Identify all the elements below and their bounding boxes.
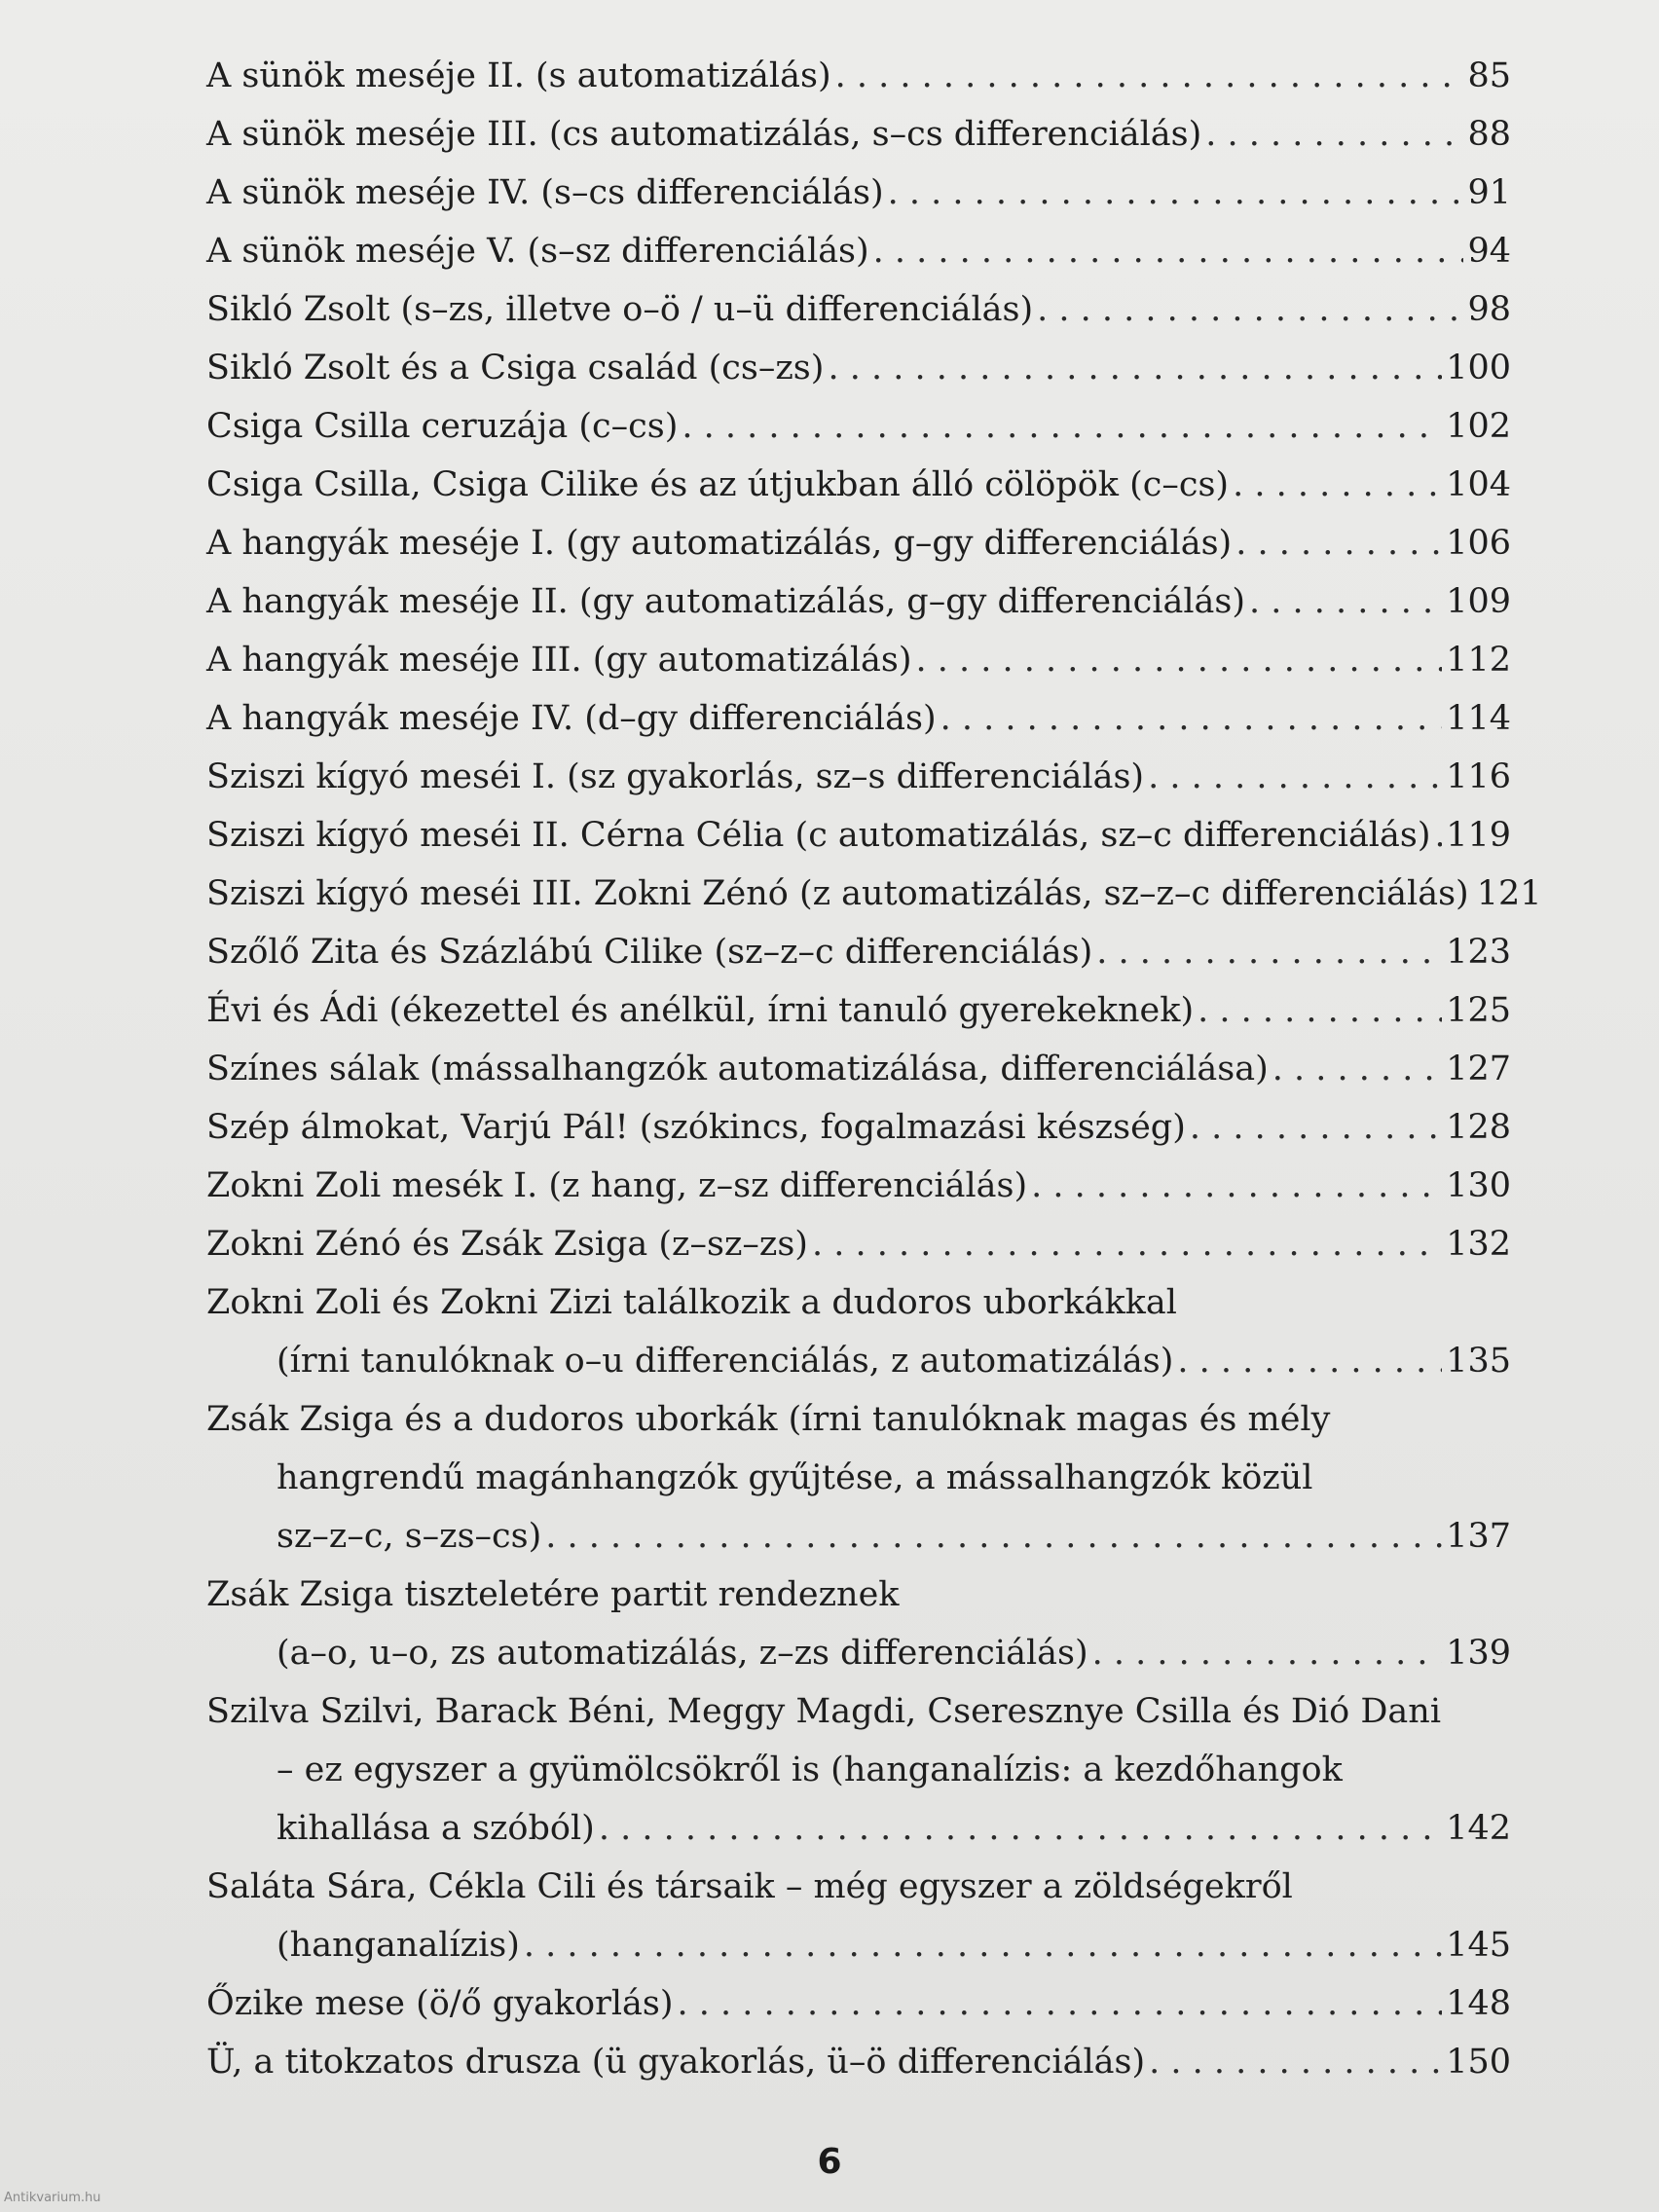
toc-line [206, 47, 1511, 105]
toc-page-number: 106 [1446, 524, 1511, 563]
toc-entry-title: (a–o, u–o, zs automatizálás, z–zs differenciálás) [276, 1634, 1088, 1673]
toc-page-number: 123 [1446, 933, 1511, 972]
toc-entry-title: Szőlő Zita és Százlábú Cilike (sz–z–c differenciálás) [206, 933, 1093, 972]
dot-leader [599, 1799, 1442, 1858]
dot-leader [828, 339, 1442, 397]
toc-page-number: 100 [1446, 349, 1511, 387]
toc-line [206, 1390, 1511, 1449]
toc-entry [206, 1040, 1511, 1098]
dot-leader [1198, 981, 1442, 1040]
toc-line [206, 572, 1511, 631]
toc-line [206, 280, 1511, 339]
toc-line [206, 456, 1511, 514]
toc-entry-title: Szilva Szilvi, Barack Béni, Meggy Magdi, Cseresznye Csilla és Dió Dani [206, 1692, 1442, 1731]
toc-entry-title: Zokni Zoli és Zokni Zizi találkozik a dudoros uborkákkal [206, 1283, 1177, 1322]
toc-line [206, 1741, 1511, 1799]
toc-line [206, 865, 1542, 923]
toc-line [206, 981, 1511, 1040]
dot-leader [1249, 572, 1442, 631]
toc-entry [206, 1858, 1511, 1974]
dot-leader [1235, 514, 1442, 572]
toc-page-number: 112 [1446, 641, 1511, 680]
toc-page-number: 127 [1446, 1050, 1511, 1088]
toc-line [206, 1682, 1511, 1741]
dot-leader [1233, 456, 1442, 514]
toc-page-number: 128 [1446, 1108, 1511, 1147]
toc-line [206, 1157, 1511, 1215]
toc-entry [206, 222, 1511, 280]
dot-leader [682, 397, 1442, 456]
toc-line [206, 397, 1511, 456]
toc-entry-title: Évi és Ádi (ékezettel és anélkül, írni tanuló gyerekeknek) [206, 991, 1195, 1030]
toc-entry-title: A sünök meséje III. (cs automatizálás, s–cs differenciálás) [206, 115, 1202, 154]
dot-leader [1190, 1098, 1442, 1157]
toc-page-number: 98 [1467, 290, 1511, 329]
dot-leader [812, 1215, 1442, 1273]
toc-line [206, 1040, 1511, 1098]
toc-entry [206, 1157, 1511, 1215]
toc-entry [206, 1273, 1511, 1390]
toc-entry-title: Ü, a titokzatos drusza (ü gyakorlás, ü–ö differenciálás) [206, 2043, 1146, 2082]
toc-page-number: 148 [1446, 1984, 1511, 2023]
toc-entry [206, 164, 1511, 222]
toc-entry [206, 981, 1511, 1040]
toc-entry [206, 397, 1511, 456]
toc-line [206, 631, 1511, 689]
toc-line [206, 923, 1511, 981]
toc-entry-title: sz–z–c, s–zs–cs) [276, 1517, 542, 1556]
toc-line [206, 164, 1511, 222]
toc-line [206, 1449, 1511, 1507]
toc-page-number: 102 [1446, 407, 1511, 446]
dot-leader [545, 1507, 1442, 1566]
toc-line [206, 748, 1511, 806]
toc-entry [206, 2033, 1511, 2091]
toc-entry-title: A hangyák meséje I. (gy automatizálás, g–gy differenciálás) [206, 524, 1233, 563]
toc-entry-title: Saláta Sára, Cékla Cili és társaik – még egyszer a zöldségekről [206, 1867, 1293, 1906]
toc-line [206, 514, 1511, 572]
toc-entry-title: A hangyák meséje II. (gy automatizálás, g–gy differenciálás) [206, 582, 1246, 621]
toc-entry-title: A sünök meséje II. (s automatizálás) [206, 56, 831, 95]
toc-line [206, 1332, 1511, 1390]
dot-leader [916, 631, 1443, 689]
toc-entry-title: Zsák Zsiga és a dudoros uborkák (írni tanulóknak magas és mély [206, 1400, 1331, 1439]
dot-leader [1031, 1157, 1442, 1215]
page-number: 6 [817, 2142, 842, 2182]
toc-page-number: 104 [1446, 465, 1511, 504]
dot-leader [524, 1916, 1442, 1974]
toc-entry [206, 1390, 1511, 1566]
toc-page-number: 114 [1446, 699, 1511, 738]
toc-entry-title: hangrendű magánhangzók gyűjtése, a mássalhangzók közül [276, 1458, 1313, 1497]
toc-entry [206, 748, 1511, 806]
toc-line [206, 105, 1511, 164]
toc-page-number: 109 [1446, 582, 1511, 621]
toc-line [206, 222, 1511, 280]
dot-leader [873, 222, 1464, 280]
toc-line [206, 1215, 1511, 1273]
toc-entry-title: Sziszi kígyó meséi II. Cérna Célia (c automatizálás, sz–c differenciálás) [206, 816, 1431, 855]
toc-page-number: 150 [1446, 2043, 1511, 2082]
toc-entry [206, 923, 1511, 981]
toc-entry [206, 572, 1511, 631]
dot-leader [888, 164, 1464, 222]
toc-entry [206, 280, 1511, 339]
toc-entry-title: Csiga Csilla, Csiga Cilike és az útjukban álló cölöpök (c–cs) [206, 465, 1230, 504]
toc-entry-title: (írni tanulóknak o–u differenciálás, z automatizálás) [276, 1342, 1174, 1381]
toc-entry-title: A hangyák meséje IV. (d–gy differenciálás) [206, 699, 937, 738]
toc-line [206, 1799, 1511, 1858]
toc-page-number: 125 [1446, 991, 1511, 1030]
toc-entry-title: Zsák Zsiga tiszteletére partit rendeznek [206, 1575, 900, 1614]
toc-line [206, 1624, 1511, 1682]
dot-leader [1177, 1332, 1442, 1390]
toc-entry [206, 1682, 1511, 1858]
toc-entry [206, 1974, 1511, 2033]
toc-entry-title: Sikló Zsolt (s–zs, illetve o–ö / u–ü differenciálás) [206, 290, 1034, 329]
toc-page-number: 119 [1446, 816, 1511, 855]
toc-page-number: 137 [1446, 1517, 1511, 1556]
table-of-contents [206, 47, 1542, 2091]
toc-entry [206, 631, 1511, 689]
toc-entry [206, 1215, 1511, 1273]
toc-entry-title: Szép álmokat, Varjú Pál! (szókincs, fogalmazási készség) [206, 1108, 1186, 1147]
toc-entry-title: Zokni Zénó és Zsák Zsiga (z–sz–zs) [206, 1225, 808, 1264]
toc-entry-title: Sziszi kígyó meséi I. (sz gyakorlás, sz–s differenciálás) [206, 757, 1145, 796]
toc-entry [206, 1098, 1511, 1157]
toc-entry [206, 806, 1511, 865]
toc-entry [206, 514, 1511, 572]
watermark: Antikvarium.hu [4, 2191, 101, 2205]
toc-page-number: 142 [1446, 1809, 1511, 1848]
dot-leader [940, 689, 1443, 748]
toc-page-number: 116 [1446, 757, 1511, 796]
dot-leader [1435, 806, 1443, 865]
toc-page-number: 139 [1446, 1634, 1511, 1673]
toc-page-number: 88 [1467, 115, 1511, 154]
toc-page-number: 135 [1446, 1342, 1511, 1381]
toc-page-number: 145 [1446, 1926, 1511, 1965]
toc-line [206, 806, 1511, 865]
toc-entry-title: Sikló Zsolt és a Csiga család (cs–zs) [206, 349, 825, 387]
toc-entry [206, 865, 1542, 923]
toc-entry-title: A hangyák meséje III. (gy automatizálás) [206, 641, 912, 680]
toc-entry [206, 47, 1511, 105]
toc-page-number: 130 [1446, 1166, 1511, 1205]
dot-leader [1272, 1040, 1442, 1098]
toc-line [206, 1974, 1511, 2033]
dot-leader [1149, 2033, 1442, 2091]
dot-leader [1037, 280, 1463, 339]
toc-entry-title: Színes sálak (mássalhangzók automatizálása, differenciálása) [206, 1050, 1269, 1088]
toc-entry [206, 689, 1511, 748]
toc-line [206, 1507, 1511, 1566]
toc-line [206, 1858, 1511, 1916]
toc-page-number: 91 [1467, 173, 1511, 212]
toc-line [206, 1273, 1511, 1332]
toc-page-number: 94 [1467, 232, 1511, 271]
dot-leader [1148, 748, 1442, 806]
toc-line [206, 689, 1511, 748]
toc-entry-title: A sünök meséje IV. (s–cs differenciálás) [206, 173, 884, 212]
dot-leader [1092, 1624, 1443, 1682]
toc-entry [206, 456, 1511, 514]
toc-line [206, 1098, 1511, 1157]
toc-entry [206, 105, 1511, 164]
toc-entry-title: Csiga Csilla ceruzája (c–cs) [206, 407, 679, 446]
toc-page-number: 121 [1476, 874, 1542, 913]
toc-line [206, 1916, 1511, 1974]
toc-entry-title: Sziszi kígyó meséi III. Zokni Zénó (z automatizálás, sz–z–c differenciálás) [206, 874, 1469, 913]
toc-entry-title: (hanganalízis) [276, 1926, 520, 1965]
toc-line [206, 339, 1511, 397]
dot-leader [678, 1974, 1443, 2033]
toc-page-number: 85 [1467, 56, 1511, 95]
toc-entry-title: Zokni Zoli mesék I. (z hang, z–sz differenciálás) [206, 1166, 1028, 1205]
toc-entry-title: kihallása a szóból) [276, 1809, 595, 1848]
toc-entry [206, 1566, 1511, 1682]
toc-line [206, 2033, 1511, 2091]
toc-entry-title: – ez egyszer a gyümölcsökről is (hanganalízis: a kezdőhangok [276, 1751, 1343, 1789]
dot-leader [835, 47, 1464, 105]
toc-entry [206, 339, 1511, 397]
toc-line [206, 1566, 1511, 1624]
dot-leader [1205, 105, 1463, 164]
dot-leader [1096, 923, 1442, 981]
toc-entry-title: A sünök meséje V. (s–sz differenciálás) [206, 232, 869, 271]
toc-entry-title: Őzike mese (ö/ő gyakorlás) [206, 1984, 674, 2023]
toc-page-number: 132 [1446, 1225, 1511, 1264]
